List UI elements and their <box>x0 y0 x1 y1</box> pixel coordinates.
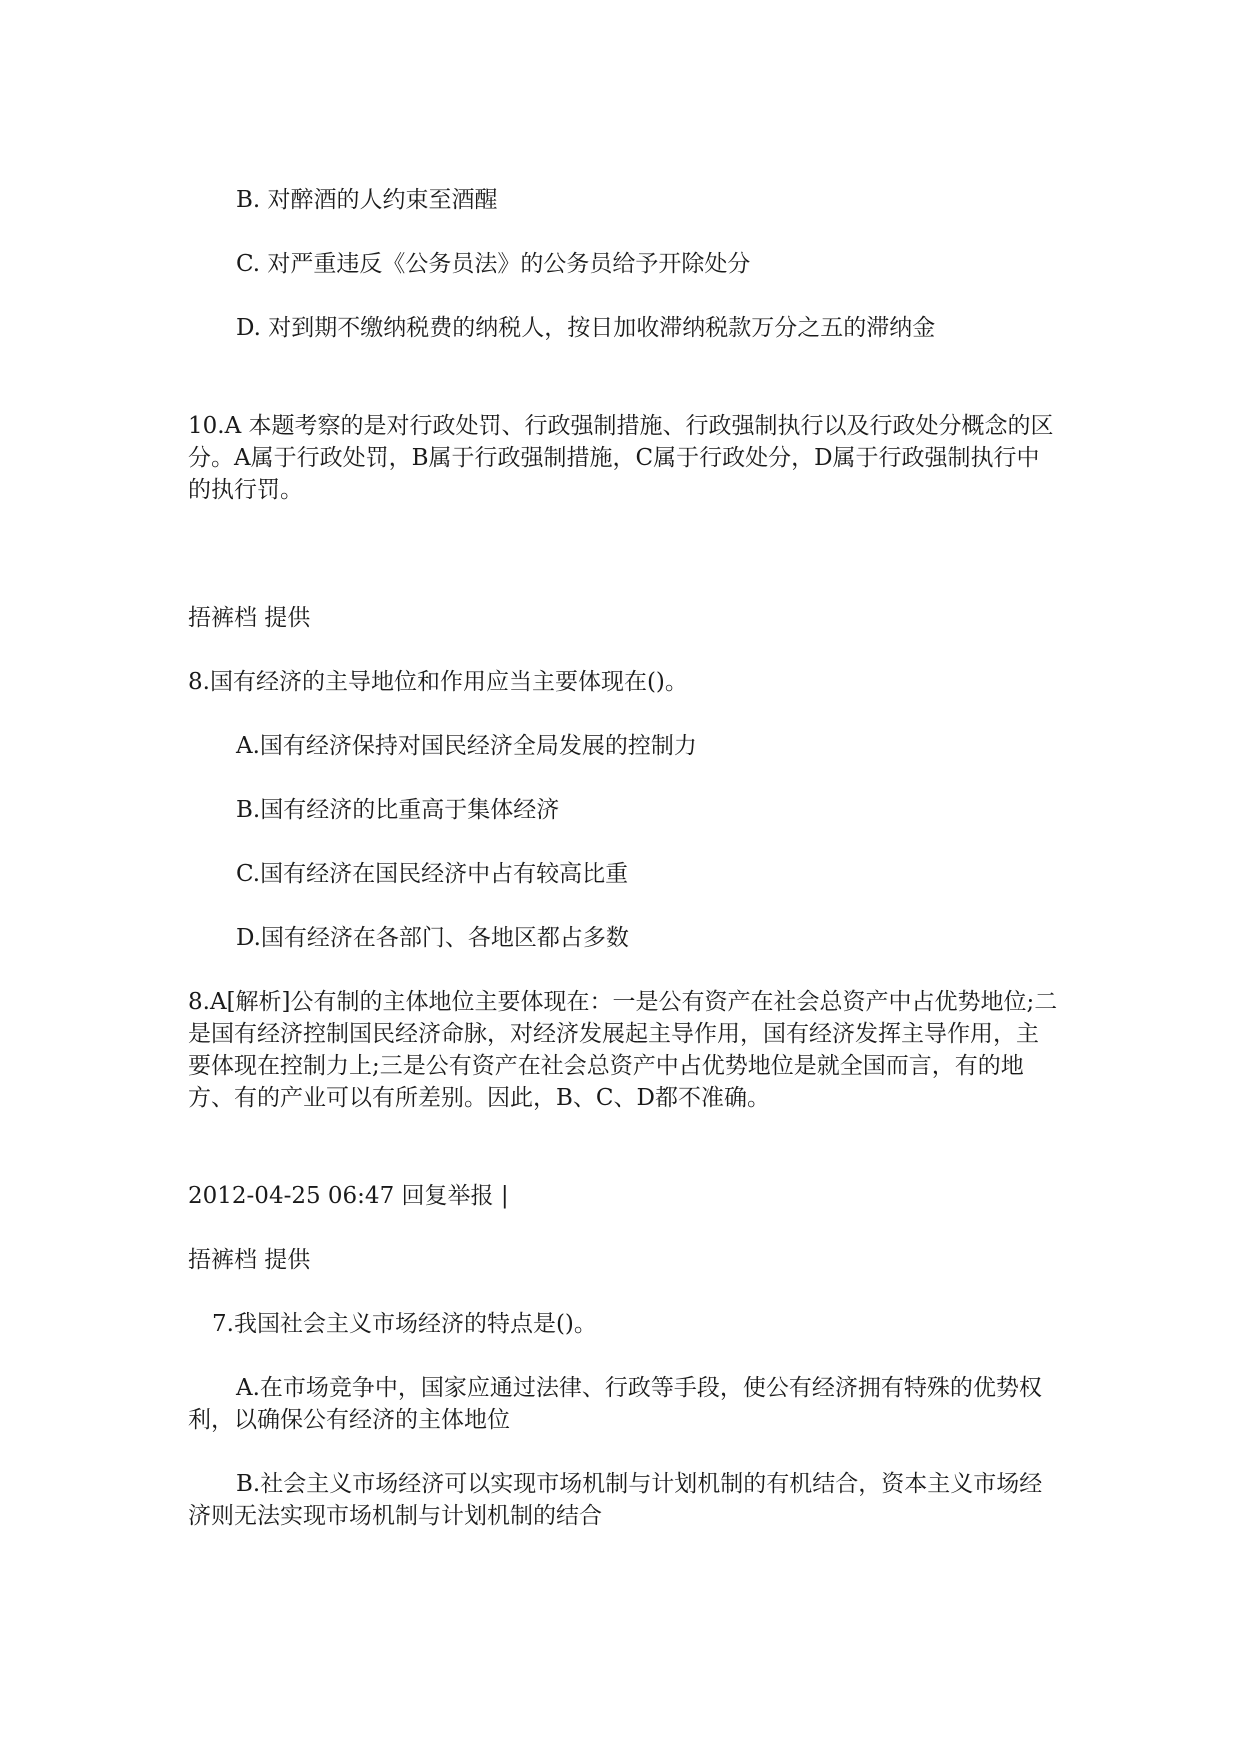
q7-option-a: A.在市场竞争中，国家应通过法律、行政等手段，使公有经济拥有特殊的优势权利，以确保公有经济的主体地位 <box>188 1375 1042 1433</box>
q8-option-b: B.国有经济的比重高于集体经济 <box>236 797 560 823</box>
provider-label-2: 捂裤档 提供 <box>188 1247 311 1273</box>
q8-option-c: C.国有经济在国民经济中占有较高比重 <box>236 861 629 887</box>
q9-option-d: D. 对到期不缴纳税费的纳税人，按日加收滞纳税款万分之五的滞纳金 <box>236 315 936 341</box>
q8-question: 8.国有经济的主导地位和作用应当主要体现在()。 <box>188 669 688 695</box>
q9-option-b: B. 对醉酒的人约束至酒醒 <box>236 187 498 213</box>
q8-option-a: A.国有经济保持对国民经济全局发展的控制力 <box>236 733 697 759</box>
answer-10-explanation: 10.A 本题考察的是对行政处罚、行政强制措施、行政强制执行以及行政处分概念的区分。A属于行政处罚，B属于行政强制措施，C属于行政处分，D属于行政强制执行中的执行罚。 <box>188 413 1054 503</box>
q7-question: 7.我国社会主义市场经济的特点是()。 <box>212 1311 597 1337</box>
post-meta: 2012-04-25 06:47 回复举报 | <box>188 1183 509 1209</box>
answer-8-explanation: 8.A[解析]公有制的主体地位主要体现在：一是公有资产在社会总资产中占优势地位;二是国有经济控制国民经济命脉，对经济发展起主导作用，国有经济发挥主导作用，主要体现在控制力上;三是公有资产在社会总资产中占优势地位是就全国而言，有的地方、有的产业可以有所差别。因此，B、C、D都不准确。 <box>188 989 1058 1111</box>
q8-option-d: D.国有经济在各部门、各地区都占多数 <box>236 925 629 951</box>
q9-option-c: C. 对严重违反《公务员法》的公务员给予开除处分 <box>236 251 751 277</box>
provider-label-1: 捂裤档 提供 <box>188 605 311 631</box>
q7-option-b: B.社会主义市场经济可以实现市场机制与计划机制的有机结合，资本主义市场经济则无法实现市场机制与计划机制的结合 <box>188 1471 1043 1529</box>
